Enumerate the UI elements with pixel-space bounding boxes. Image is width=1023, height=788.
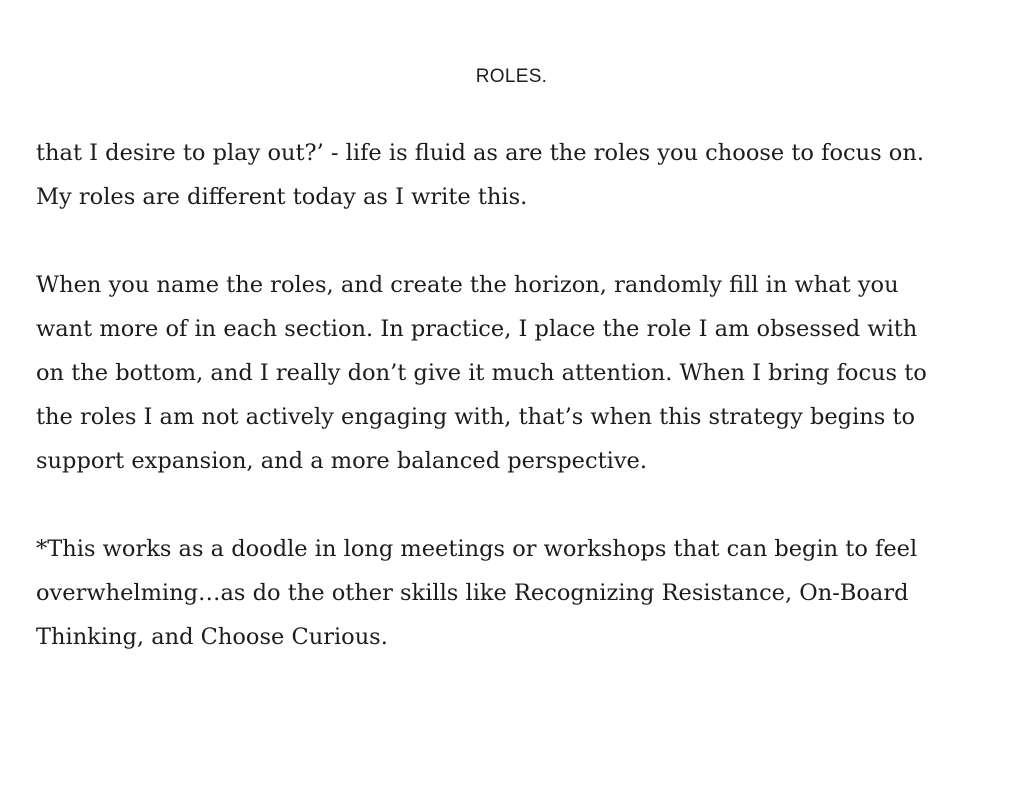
text-line: on the bottom, and I really don’t give it much attention. When I bring focus to (36, 360, 927, 386)
body-text (36, 131, 988, 659)
paragraph (36, 131, 988, 219)
text-line: that I desire to play out?’ - life is fluid as are the roles you choose to focus on. (36, 140, 924, 166)
text-line: overwhelming…as do the other skills like Recognizing Resistance, On-Board (36, 580, 909, 606)
footnote-paragraph (36, 527, 988, 659)
text-line: Thinking, and Choose Curious. (36, 624, 388, 650)
text-line: When you name the roles, and create the horizon, randomly fill in what you (36, 272, 899, 298)
paragraph (36, 263, 988, 483)
text-line: the roles I am not actively engaging with, that’s when this strategy begins to (36, 404, 916, 430)
text-line: support expansion, and a more balanced perspective. (36, 448, 648, 474)
text-line: My roles are different today as I write this. (36, 184, 528, 210)
text-line: *This works as a doodle in long meetings or workshops that can begin to feel (36, 536, 918, 562)
page-title: ROLES. (475, 66, 548, 87)
text-line: want more of in each section. In practice, I place the role I am obsessed with (36, 316, 918, 342)
